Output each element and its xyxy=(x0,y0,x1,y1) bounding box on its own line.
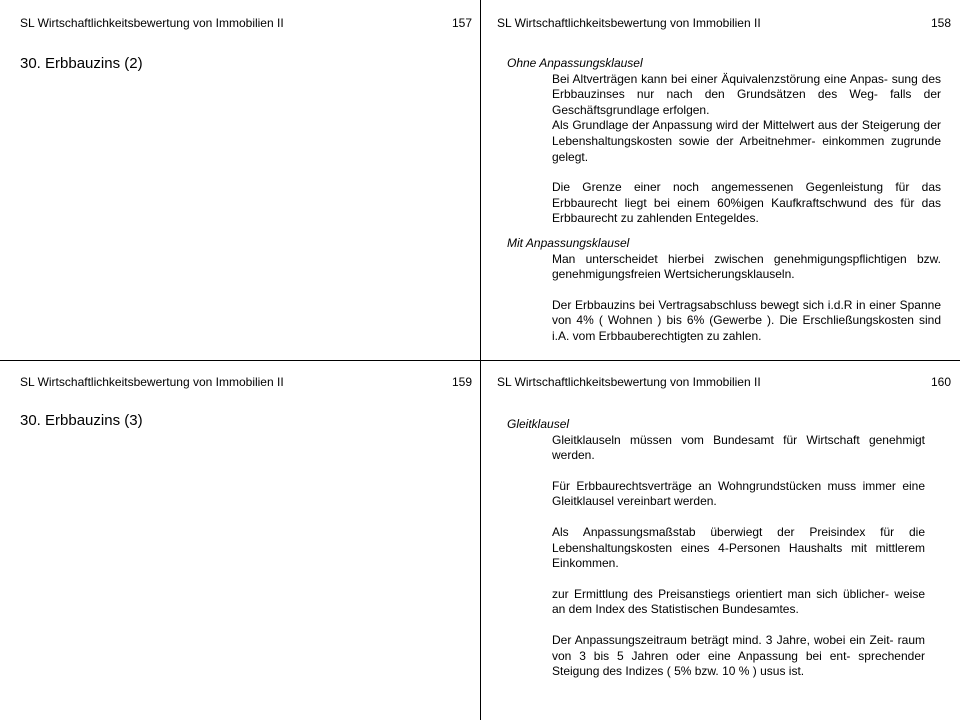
block-heading-mit-anpassungsklausel: Mit Anpassungsklausel xyxy=(507,235,630,250)
slide-header xyxy=(20,16,472,30)
page-number: 160 xyxy=(930,375,951,389)
page-number: 158 xyxy=(930,16,951,30)
paragraph: Der Erbbauzins bei Vertragsabschluss bewegt sich i.d.R in einer Spanne von 4% ( Wohnen ) bis 6% (Gewerbe ). Die Erschließungskosten sind i.A. vom Erbbauberechtigten zu zahlen. xyxy=(552,297,941,343)
slide-158 xyxy=(481,0,960,360)
paragraph: Für Erbbaurechtsverträge an Wohngrundstücken muss immer eine Gleitklausel vereinbart werden. xyxy=(552,478,925,509)
header-title: SL Wirtschaftlichkeitsbewertung von Immobilien II xyxy=(20,375,284,389)
page-number: 159 xyxy=(451,375,472,389)
paragraph: Als Grundlage der Anpassung wird der Mittelwert aus der Steigerung der Lebenshaltungskosten sowie der Arbeitnehmer- einkommen zugrunde gelegt. xyxy=(552,118,941,164)
paragraph: Die Grenze einer noch angemessenen Gegenleistung für das Erbbaurecht liegt bei einem 60%igen Kaufkraftschwund des für das Erbbaurecht zu zahlenden Entegeldes. xyxy=(552,180,941,226)
header-title: SL Wirtschaftlichkeitsbewertung von Immobilien II xyxy=(497,375,761,389)
paragraph: Als Anpassungsmaßstab überwiegt der Preisindex für die Lebenshaltungskosten eines 4-Personen Haushalts mit mittlerem Einkommen. xyxy=(552,524,925,571)
paragraph: Bei Altverträgen kann bei einer Äquivalenzstörung eine Anpas- sung des Erbbauzinses nur nach den Grundsätzen des Weg- falls der Geschäftsgrundlage erfolgen. xyxy=(552,71,941,117)
section-title: 30. Erbbauzins (3) xyxy=(20,412,143,429)
paragraph: Gleitklauseln müssen vom Bundesamt für Wirtschaft genehmigt werden. xyxy=(552,432,925,463)
paragraph: zur Ermittlung des Preisanstiegs orientiert man sich üblicher- weise an dem Index des Statistischen Bundesamtes. xyxy=(552,586,925,617)
page-number: 157 xyxy=(451,16,472,30)
slide-160 xyxy=(481,361,960,721)
block-heading-ohne-anpassungsklausel: Ohne Anpassungsklausel xyxy=(507,56,643,70)
paragraph: Der Anpassungszeitraum beträgt mind. 3 Jahre, wobei ein Zeit- raum von 3 bis 5 Jahren oder eine Anpassung bei ent- sprechender Steigung des Indizes ( 5% bzw. 10 % ) usus ist. xyxy=(552,632,925,679)
header-title: SL Wirtschaftlichkeitsbewertung von Immobilien II xyxy=(497,16,761,30)
slide-header xyxy=(497,375,951,389)
slide-159 xyxy=(0,361,480,721)
slide-content xyxy=(507,56,941,345)
paragraph: Man unterscheidet hierbei zwischen genehmigungspflichtigen bzw. genehmigungsfreien Wertsicherungsklauseln. xyxy=(552,251,941,282)
slide-157 xyxy=(0,0,480,360)
section-title: 30. Erbbauzins (2) xyxy=(20,55,143,72)
header-title: SL Wirtschaftlichkeitsbewertung von Immobilien II xyxy=(20,16,284,30)
slide-content xyxy=(507,417,925,680)
slide-header xyxy=(20,375,472,389)
slide-header xyxy=(497,16,951,30)
block-heading-gleitklausel: Gleitklausel xyxy=(507,417,570,431)
